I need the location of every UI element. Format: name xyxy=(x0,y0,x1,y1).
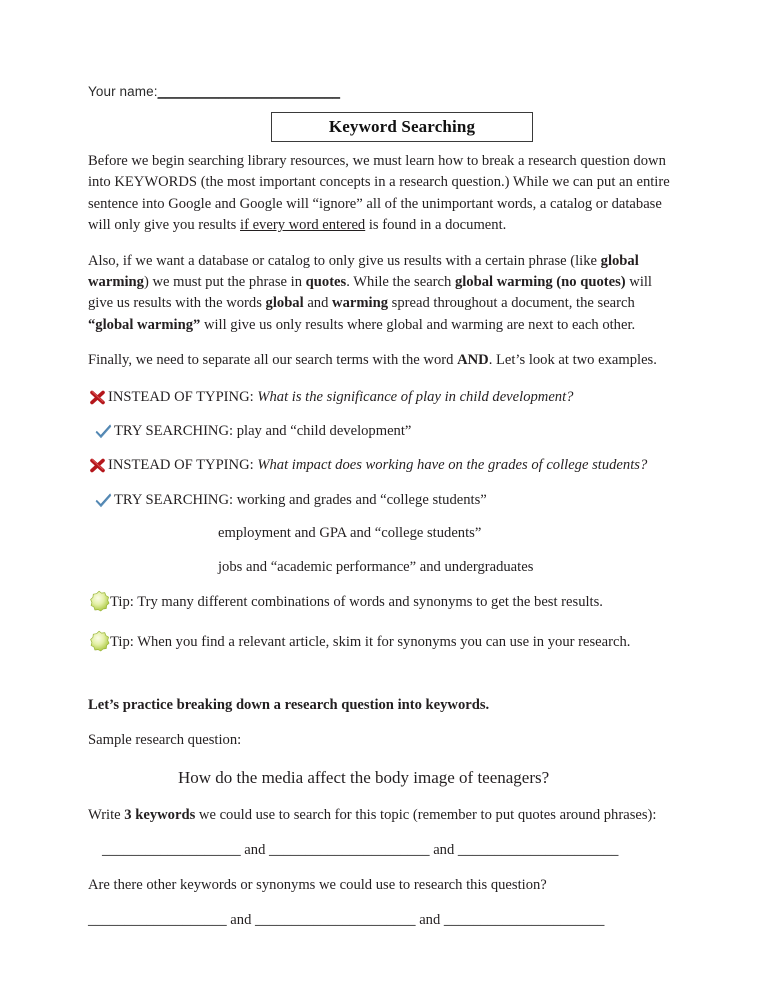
alternate-search-1: employment and GPA and “college students” xyxy=(218,525,482,542)
example-try-searching-1 xyxy=(94,420,680,442)
p3-a: Finally, we need to separate all our search terms with the word xyxy=(88,352,458,369)
and-word-2: and xyxy=(429,842,458,859)
p3-bold-and: AND xyxy=(457,352,489,369)
keyword-blank-2[interactable]: ______________________ xyxy=(269,842,430,859)
red-x-icon xyxy=(88,388,107,407)
write-bold-3-keywords: 3 keywords xyxy=(124,806,196,823)
p2-a: Also, if we want a database or catalog to only give us results with a certain phrase (like xyxy=(88,252,601,269)
practice-heading: Let’s practice breaking down a research question into keywords. xyxy=(88,696,490,713)
blue-check-icon xyxy=(94,422,113,441)
write-keywords-instruction xyxy=(88,805,680,826)
p2-e: and xyxy=(303,295,333,312)
green-starburst-tip-icon xyxy=(88,630,110,652)
write-b: we could use to search for this topic (remember to put quotes around phrases): xyxy=(195,806,657,823)
p2-bold-quotes: quotes xyxy=(305,274,347,291)
red-x-icon xyxy=(88,456,107,475)
example-try-searching-2 xyxy=(94,489,680,511)
and-word-3: and xyxy=(226,911,256,928)
p2-c: . While the search xyxy=(346,274,455,291)
p2-d: will give us results with the words xyxy=(88,274,652,312)
page-title: Keyword Searching xyxy=(328,117,476,136)
and-word-4: and xyxy=(415,911,444,928)
blue-check-icon xyxy=(94,491,113,510)
example-instead-of-typing-2 xyxy=(88,454,680,476)
paragraph-and-operator xyxy=(88,350,680,371)
title-box xyxy=(271,112,533,142)
and-word-1: and xyxy=(240,842,270,859)
example-4-text xyxy=(114,489,680,511)
alternate-search-2: jobs and “academic performance” and undergraduates xyxy=(218,558,534,575)
document-content xyxy=(88,84,680,944)
sample-question: How do the media affect the body image of teenagers? xyxy=(178,767,550,787)
p2-bold-warming: warming xyxy=(332,295,388,312)
synonym-blank-2[interactable]: ______________________ xyxy=(255,911,416,928)
paragraph-intro xyxy=(88,151,680,237)
example-4-label: TRY SEARCHING: xyxy=(114,491,237,508)
sample-question-prompt: Sample research question: xyxy=(88,732,242,749)
section-spacer xyxy=(88,669,680,695)
p2-bold-global-warming: global warming xyxy=(88,252,639,291)
your-name-label: Your name: xyxy=(88,84,158,99)
example-3-query: What impact does working have on the grades of college students? xyxy=(257,457,648,474)
keyword-blank-row-1 xyxy=(88,840,680,861)
example-1-query: What is the significance of play in child development? xyxy=(257,388,574,405)
tip-row-1 xyxy=(88,590,680,613)
example-instead-of-typing-1 xyxy=(88,386,680,408)
paragraph-intro-part2: is found in a document. xyxy=(365,217,507,234)
example-2-query: play and “child development” xyxy=(236,423,412,440)
synonym-question: Are there other keywords or synonyms we could use to research this question? xyxy=(88,876,547,893)
paragraph-intro-underline: if every word entered xyxy=(240,217,366,234)
example-2-label: TRY SEARCHING: xyxy=(114,423,237,440)
keyword-blank-1[interactable]: ___________________ xyxy=(102,842,241,859)
tip-row-2 xyxy=(88,630,680,653)
your-name-blank[interactable]: ________________________ xyxy=(157,84,341,99)
tip-text-1: Tip: Try many different combinations of words and synonyms to get the best results. xyxy=(110,594,603,611)
keyword-blank-3[interactable]: ______________________ xyxy=(457,842,619,859)
example-2-text xyxy=(114,420,680,442)
p2-bold-global: global xyxy=(265,295,304,312)
p2-bold-no-quotes: global warming (no quotes) xyxy=(454,274,626,291)
title-box-container xyxy=(88,112,680,142)
p2-f: spread throughout a document, the search xyxy=(388,295,635,312)
synonym-blank-3[interactable]: ______________________ xyxy=(443,911,605,928)
paragraph-quotes xyxy=(88,251,680,337)
example-1-text xyxy=(108,386,680,408)
example-1-label: INSTEAD OF TYPING: xyxy=(108,388,258,405)
example-3-label: INSTEAD OF TYPING: xyxy=(108,457,258,474)
your-name-line xyxy=(88,84,680,99)
green-starburst-tip-icon xyxy=(88,590,110,612)
example-3-text xyxy=(108,454,680,476)
p2-b: ) we must put the phrase in xyxy=(143,274,306,291)
write-a: Write xyxy=(88,806,125,823)
p2-bold-quoted-phrase: “global warming” xyxy=(88,316,201,333)
synonym-blank-1[interactable]: ___________________ xyxy=(88,911,227,928)
example-4-query: working and grades and “college students” xyxy=(236,491,487,508)
paragraph-intro-part1: Before we begin searching library resources, we must learn how to break a research question down into KEYWORDS (the most important concepts in a research question.) While we can put an entire sentence into Google and Google will “ignore” all of the unimportant words, a catalog or database will only give you results xyxy=(88,153,670,234)
keyword-blank-row-2 xyxy=(88,910,680,931)
p2-g: will give us only results where global and warming are next to each other. xyxy=(200,316,636,333)
tip-text-2: Tip: When you find a relevant article, skim it for synonyms you can use in your research. xyxy=(110,633,631,650)
p3-b: . Let’s look at two examples. xyxy=(488,352,657,369)
